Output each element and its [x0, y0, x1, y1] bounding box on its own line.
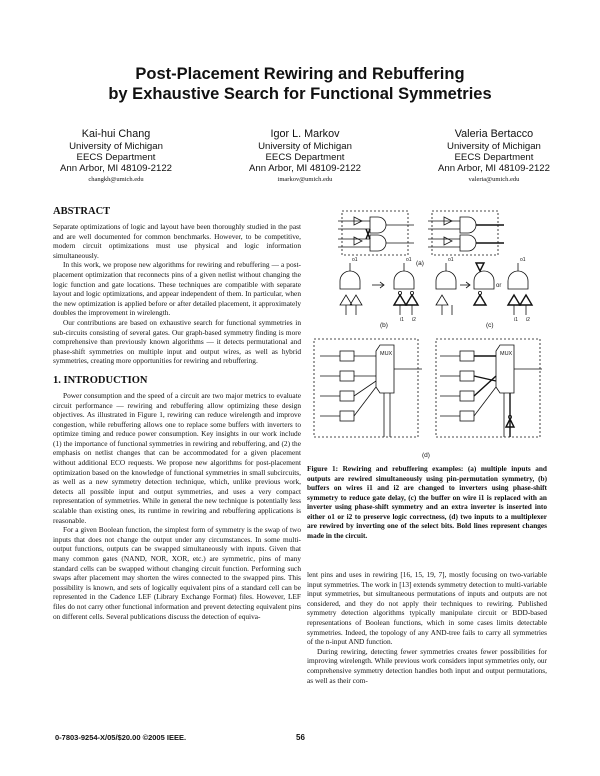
left-column [53, 205, 301, 621]
intro-paragraph: lent pins and uses in rewiring [16, 15, 19, 7], mostly focusing on two-variable input symmetries. The work in [13] extends symmetry detection to multi-variable input symmetries, but simultaneous permutations of inputs and outputs are not considered, and they do not apply their techniques to rewiring. Published symmetry detection algorithms typically manipulate circuit or BDD-based representations of Boolean functions, which in some cases limits detectable symmetries. Indeed, the topology of any AND-tree fails to carry all symmetries of the n-input AND function. [307, 570, 547, 647]
right-column [307, 570, 547, 685]
title-line-1: Post-Placement Rewiring and Rebuffering [135, 65, 465, 83]
mux-label: MUX [380, 351, 393, 357]
o1-label: o1 [352, 257, 358, 263]
author-department: EECS Department [454, 152, 534, 163]
copyright-footer: 0-7803-9254-X/05/$20.00 ©2005 IEEE. [55, 733, 187, 742]
figure-label-b: (b) [380, 322, 388, 329]
intro-paragraph: During rewiring, detecting fewer symmetries creates fewer possibilities for improving wirelength. While previous work considers input symmetries only, our comprehensive symmetry detection handles both input and output permutations, as well as their com- [307, 646, 547, 685]
figure-d-right-circuit [436, 339, 542, 437]
author-1 [60, 128, 172, 185]
author-address: Ann Arbor, MI 48109-2122 [437, 163, 550, 174]
author-2 [249, 128, 361, 185]
author-3 [438, 128, 550, 185]
i2-label: i2 [526, 317, 530, 323]
author-affiliation: University of Michigan [258, 141, 352, 152]
mux-label: MUX [500, 351, 513, 357]
author-name: Igor L. Markov [270, 128, 340, 140]
figure-label-d: (d) [422, 452, 430, 459]
figure-a-right-circuit [428, 211, 504, 255]
author-address: Ann Arbor, MI 48109-2122 [248, 163, 361, 174]
author-email: imarkov@umich.edu [277, 176, 333, 183]
i2-label: i2 [412, 317, 416, 323]
author-address: Ann Arbor, MI 48109-2122 [60, 163, 173, 174]
i1-label: i1 [514, 317, 518, 323]
intro-paragraph: For a given Boolean function, the simplest form of symmetry is the swap of two inputs that does not change the output under any circumstances. In some multi-output functions, outputs can be swapped simultaneously with inputs. Given that many common gates (NAND, NOR, XOR, etc.) are symmetric, pins of many standard cells can be swapped without changing circuit function. Performing such swaps after placement may shorten the wires connected to the swapped pins. This possibility is known, and sets of logically equivalent pins of a standard cell can be represented in the Cadence LEF (Library Exchange Format) files. However, LEF files do not carry other functional information and prevent detecting equivalent pins on different cells. Several publications discuss the detection of equiva- [53, 525, 301, 621]
o1-label: o1 [520, 257, 526, 263]
abstract-paragraph: In this work, we propose new algorithms for rewiring and rebuffering — a post-placement optimization that reconnects pins of a given netlist without changing the logic function and gate locations. These techniques are compatible with separate layout and logic optimizations, and appear independent of them. In particular, when the new optimization is applied before or after detailed placement, it approximately doubles the improvement in wirelength. [53, 260, 301, 318]
author-name: Kai-hui Chang [81, 128, 151, 140]
author-affiliation: University of Michigan [447, 141, 541, 152]
figure-label-a: (a) [416, 260, 424, 267]
author-department: EECS Department [76, 152, 156, 163]
o1-label: o1 [448, 257, 454, 263]
abstract-heading: ABSTRACT [53, 206, 111, 217]
abstract-paragraph: Our contributions are based on exhaustive search for functional symmetries in sub-circuits consisting of several gates. Our graph-based symmetry finding is more comprehensive than previously known algorithms — it detects permutational and phase-shift symmetries on multiple input and output wires, as well as hybrid symmetries, creating more opportunities for rewiring and rebuffering. [53, 317, 301, 366]
author-affiliation: University of Michigan [69, 141, 163, 152]
title-line-2: by Exhaustive Search for Functional Symmetries [108, 85, 492, 103]
figure-c-circuit [436, 263, 532, 315]
figure-1-diagram [310, 205, 546, 467]
author-name: Valeria Bertacco [454, 128, 534, 140]
paper-title [0, 64, 600, 104]
figure-label-c: (c) [486, 322, 494, 329]
i1-label: i1 [400, 317, 404, 323]
o1-label: o1 [406, 257, 412, 263]
intro-paragraph: Power consumption and the speed of a circuit are two major metrics to evaluate circuit performance — rewiring and rebuffering allow optimizing these design objectives. As illustrated in Figure 1, rewiring can reduce wirelength and improve congestion, while rebuffering allows one to replace some buffers with inverters to optimize timing and reduce power consumption. Key insights in our work include (1) the importance of functional symmetries in rewiring and rebuffering, and (2) the emphasis on netlist changes that can be accommodated for a given placement without additional ECO requests. We propose new algorithms for post-placement optimization based on the knowledge of functional symmetries in small subcircuits, as well as a new symmetry detection technique, which, unlike previous work, detects all possible input and output symmetries, and uses a very compact representation of symmetries. While in general the new technique is potentially less scalable than existing ones, its runtime in rewiring and rebuffering applications is reasonable. [53, 390, 301, 525]
introduction-heading: 1. INTRODUCTION [53, 374, 148, 386]
figure-d-left-circuit [314, 339, 422, 437]
abstract-paragraph: Separate optimizations of logic and layout have been thoroughly studied in the past and are well documented for common benchmarks. However, to be competitive, modern circuit optimizations must use physical and logic information simultaneously. [53, 222, 301, 260]
author-block [60, 128, 550, 185]
author-email: changkh@umich.edu [88, 176, 144, 183]
figure-1-caption: Figure 1: Rewiring and rebuffering examples: (a) multiple inputs and outputs are rewired simultaneously using pin-permutation symmetry, (b) buffers on wires i1 and i2 are changed to inverters using phase-shift symmetry to reduce gate delay, (c) the buffer on wire i1 is replaced with an inverter using phase-shift symmetry and an extra inverter is inserted into either o1 or i2 to preserve logic correctness, (d) two inputs to a multiplexer are rewired by inverting one of the select bits. Bold lines represent changes made in the circuit. [307, 464, 547, 540]
author-department: EECS Department [265, 152, 345, 163]
page-number: 56 [296, 733, 305, 742]
author-email: valeria@umich.edu [468, 176, 520, 183]
figure-1 [310, 205, 546, 467]
figure-a-left-circuit [338, 211, 414, 255]
or-label: or [496, 283, 502, 289]
figure-b-circuit [340, 263, 418, 315]
